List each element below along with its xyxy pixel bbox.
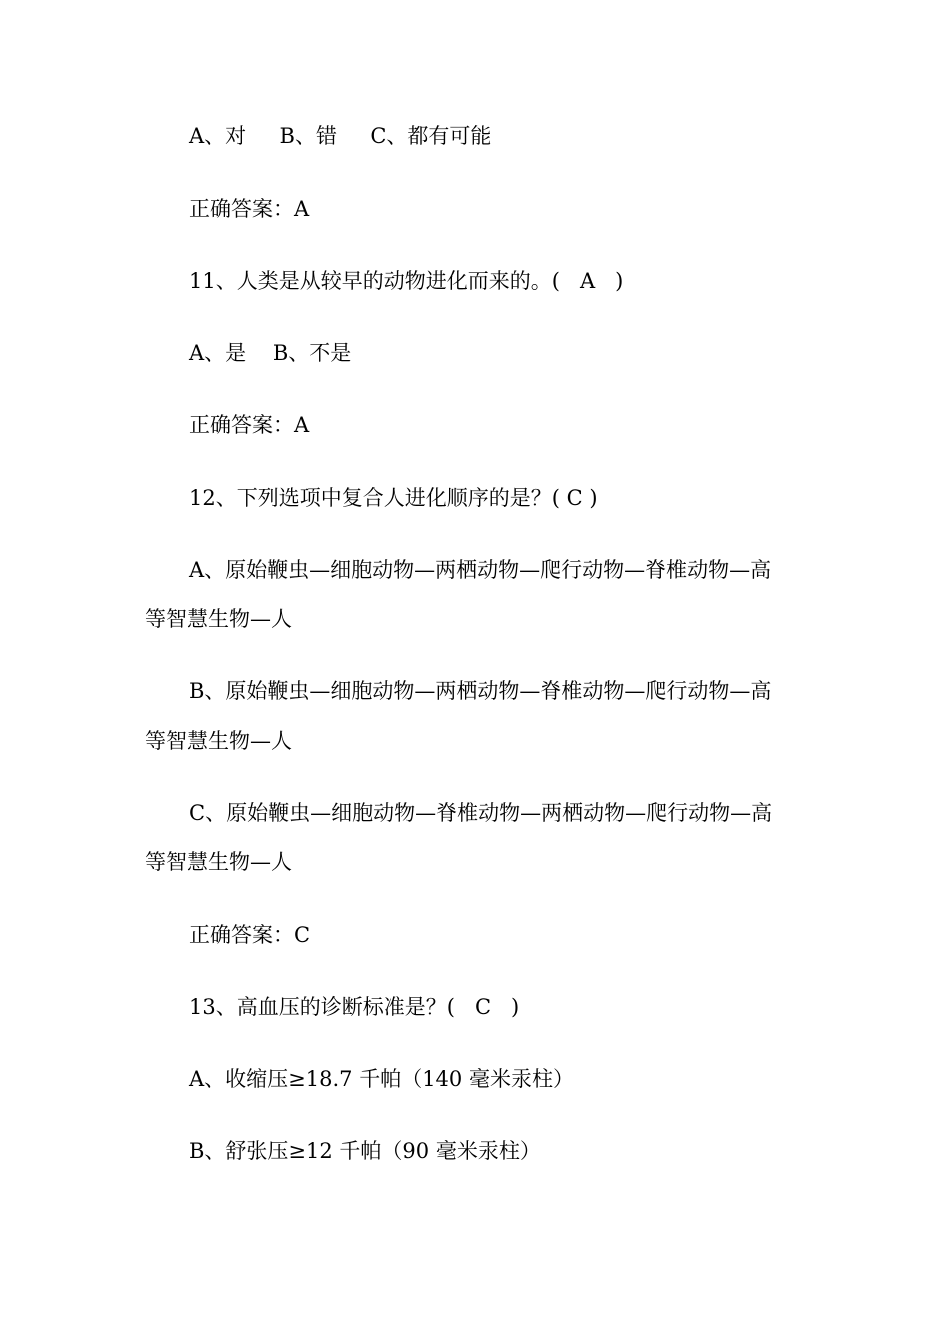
q12-option-b-cont: 等智慧生物—人 (145, 729, 292, 753)
q13-option-a: A、收缩压≥18.7 千帕（140 毫米汞柱） (189, 1067, 574, 1091)
q12-option-b: B、原始鞭虫—细胞动物—两栖动物—脊椎动物—爬行动物—高 (189, 679, 772, 703)
q11-answer: 正确答案：A (189, 413, 310, 437)
q10-options: A、对 B、错 C、都有可能 (189, 124, 492, 148)
q11-options: A、是 B、不是 (189, 341, 352, 365)
q12-option-a: A、原始鞭虫—细胞动物—两栖动物—爬行动物—脊椎动物—高 (189, 558, 772, 582)
q13-question: 13、高血压的诊断标准是？( C ) (189, 995, 520, 1019)
q12-option-c-cont: 等智慧生物—人 (145, 850, 292, 874)
q13-option-b: B、舒张压≥12 千帕（90 毫米汞柱） (189, 1139, 541, 1163)
q12-option-a-cont: 等智慧生物—人 (145, 607, 292, 631)
q12-answer: 正确答案：C (189, 923, 311, 947)
q12-option-c: C、原始鞭虫—细胞动物—脊椎动物—两栖动物—爬行动物—高 (189, 801, 773, 825)
q11-question: 11、人类是从较早的动物进化而来的。( A ) (189, 269, 624, 293)
q10-answer: 正确答案：A (189, 197, 310, 221)
q12-question: 12、下列选项中复合人进化顺序的是？( C ) (189, 486, 598, 510)
